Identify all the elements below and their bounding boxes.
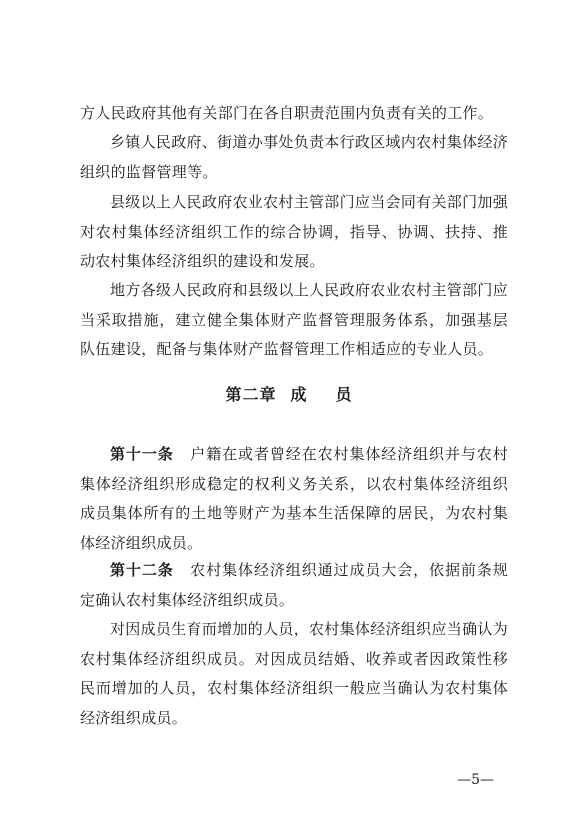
chapter-title-char-2: 员	[335, 385, 353, 404]
article-12	[80, 556, 508, 615]
chapter-heading	[0, 382, 578, 405]
article-11-heading: 第十一条	[110, 445, 174, 463]
paragraph-county-coordination: 县级以上人民政府农业农村主管部门应当会同有关部门加强对农村集体经济组织工作的综合协调，指导、协调、扶持、推动农村集体经济组织的建设和发展。	[80, 193, 508, 270]
article-12-body: 农村集体经济组织通过成员大会，依据前条规定确认农村集体经济组织成员。	[80, 561, 508, 609]
article-11	[80, 440, 508, 558]
article-11-body: 户籍在或者曾经在农村集体经济组织并与农村集体经济组织形成稳定的权利义务关系，以农村集体经济组织成员集体所有的土地等财产为基本生活保障的居民，为农村集体经济组织成员。	[80, 445, 508, 552]
article-12-paragraph-2: 对因成员生育而增加的人员，农村集体经济组织应当确认为农村集体经济组织成员。对因成员结婚、收养或者因政策性移民而增加的人员，农村集体经济组织一般应当确认为农村集体经济组织成员。	[80, 620, 508, 727]
chapter-title-char-1: 成	[290, 385, 308, 404]
chapter-number: 第二章	[225, 385, 277, 404]
paragraph-continuation: 方人民政府其他有关部门在各自职责范围内负责有关的工作。	[80, 104, 494, 122]
paragraph-township-supervision: 乡镇人民政府、街道办事处负责本行政区域内农村集体经济组织的监督管理等。	[80, 133, 508, 181]
paragraph-local-governments: 地方各级人民政府和县级以上人民政府农业农村主管部门应当采取措施，建立健全集体财产监督管理服务体系，加强基层队伍建设，配备与集体财产监督管理工作相适应的专业人员。	[80, 281, 508, 358]
article-12-heading: 第十二条	[110, 561, 174, 579]
page-number: —5—	[457, 772, 494, 788]
